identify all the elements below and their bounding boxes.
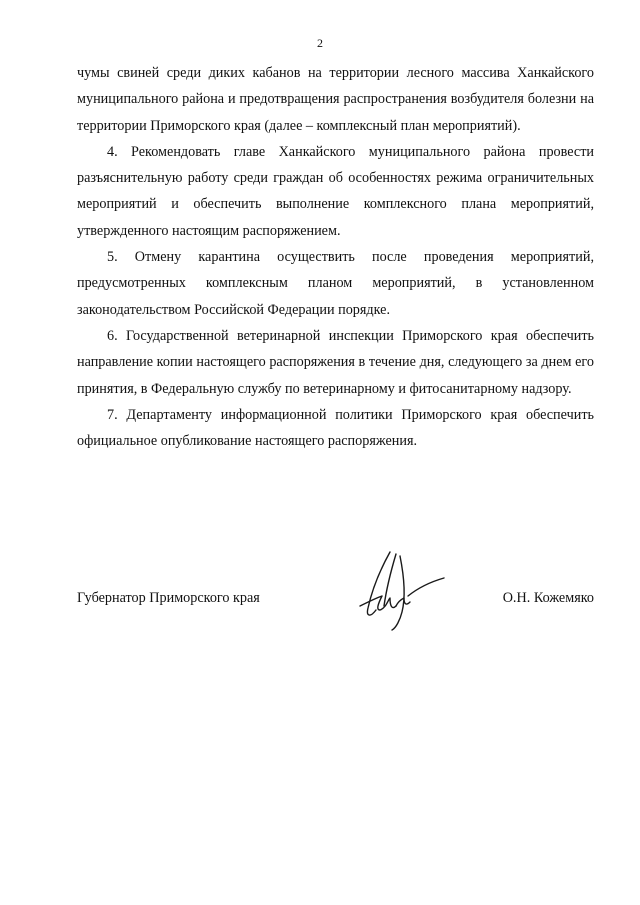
document-body xyxy=(77,60,594,454)
paragraph: 7. Департаменту информационной политики Приморского края обеспечить официальное опубликование настоящего распоряжения. xyxy=(77,406,594,450)
page-number: 2 xyxy=(317,36,323,50)
paragraph: 6. Государственной ветеринарной инспекции Приморского края обеспечить направление копии настоящего распоряжения в течение дня, следующего за днем его принятия, в Федеральную службу по ветеринарному и фитосанитарному надзору. xyxy=(77,327,594,397)
paragraph: 5. Отмену карантина осуществить после проведения мероприятий, предусмотренных комплексным планом мероприятий, в установленном законодательством Российской Федерации порядке. xyxy=(77,249,594,318)
handwritten-signature xyxy=(350,546,446,632)
signatory-name: О.Н. Кожемяко xyxy=(502,590,594,606)
paragraph: чумы свиней среди диких кабанов на территории лесного массива Ханкайского муниципального района и предотвращения распространения возбудителя болезни на территории Приморского края (далее – комплексный план мероприятий). xyxy=(77,65,594,134)
signatory-title: Губернатор Приморского края xyxy=(77,590,260,606)
paragraph: 4. Рекомендовать главе Ханкайского муниципального района провести разъяснительную работу среди граждан об особенностях режима ограничительных мероприятий и обеспечить выполнение комплексного плана мероприятий, утвержденного настоящим распоряжением. xyxy=(77,143,594,239)
